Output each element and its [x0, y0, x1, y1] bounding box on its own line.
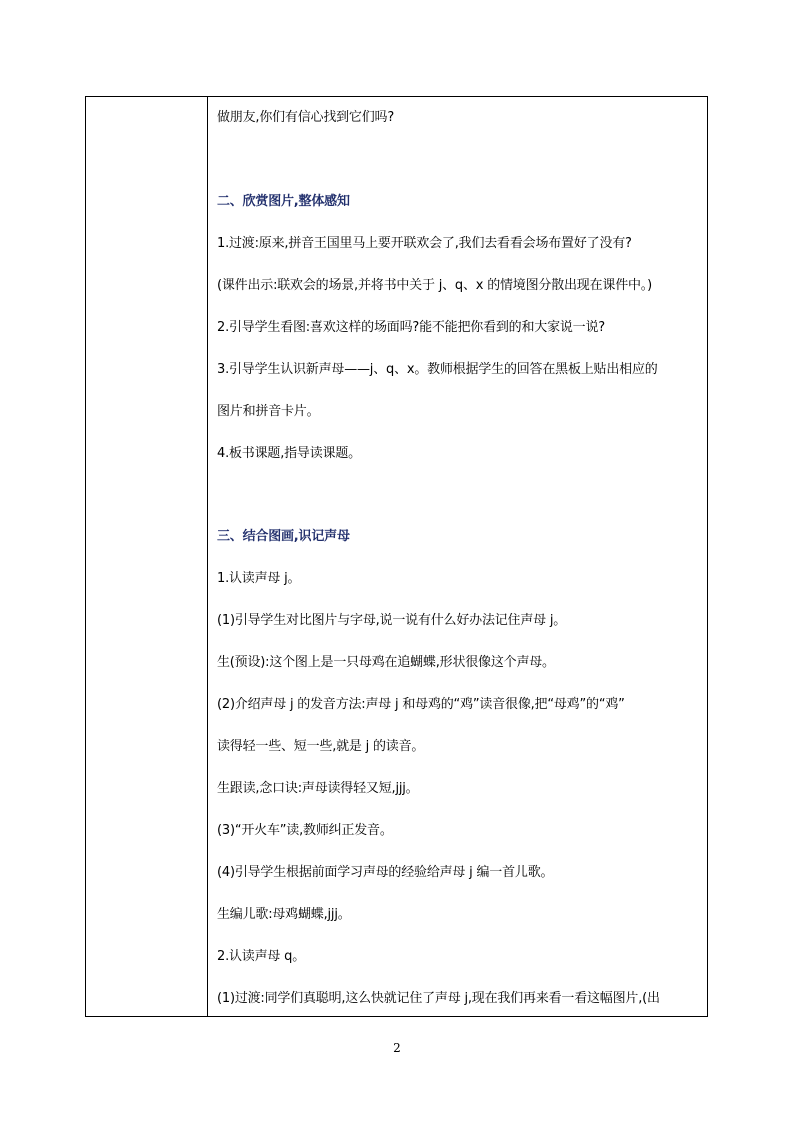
text-line: 生跟读,念口诀:声母读得轻又短,jjj。: [217, 781, 419, 796]
section-heading: 二、欣赏图片,整体感知: [217, 194, 350, 209]
text-line: (4)引导学生根据前面学习声母的经验给声母 j 编一首儿歌。: [217, 865, 554, 880]
text-line: (1)过渡:同学们真聪明,这么快就记住了声母 j,现在我们再来看一看这幅图片,(出: [217, 991, 660, 1006]
text-line: 1.过渡:原来,拼音王国里马上要开联欢会了,我们去看看会场布置好了没有?: [217, 236, 632, 251]
text-line: 1.认读声母 j。: [217, 571, 301, 586]
text-line: 4.板书课题,指导读课题。: [217, 446, 361, 461]
lesson-table: [85, 96, 708, 1017]
section-heading: 三、结合图画,识记声母: [217, 529, 350, 544]
text-line: 生(预设):这个图上是一只母鸡在追蝴蝶,形状很像这个声母。: [217, 655, 555, 670]
text-line: 2.引导学生看图:喜欢这样的场面吗?能不能把你看到的和大家说一说?: [217, 320, 605, 335]
text-line: 3.引导学生认识新声母——j、q、x。教师根据学生的回答在黑板上贴出相应的: [217, 362, 658, 377]
content-cell: [208, 97, 707, 1016]
text-line: 读得轻一些、短一些,就是 j 的读音。: [217, 739, 425, 754]
text-line: 图片和拼音卡片。: [217, 404, 320, 419]
text-line: 生编儿歌:母鸡蝴蝶,jjj。: [217, 907, 351, 922]
text-line: (3)“开火车”读,教师纠正发音。: [217, 823, 393, 838]
text-line: (课件出示:联欢会的场景,并将书中关于 j、q、x 的情境图分散出现在课件中。): [217, 278, 652, 293]
text-line: 2.认读声母 q。: [217, 949, 305, 964]
text-line: 做朋友,你们有信心找到它们吗?: [217, 110, 395, 125]
page-number: 2: [393, 1041, 401, 1055]
text-line: (2)介绍声母 j 的发音方法:声母 j 和母鸡的“鸡”读音很像,把“母鸡”的“鸡”: [217, 697, 625, 712]
text-line: (1)引导学生对比图片与字母,说一说有什么好办法记住声母 j。: [217, 613, 567, 628]
